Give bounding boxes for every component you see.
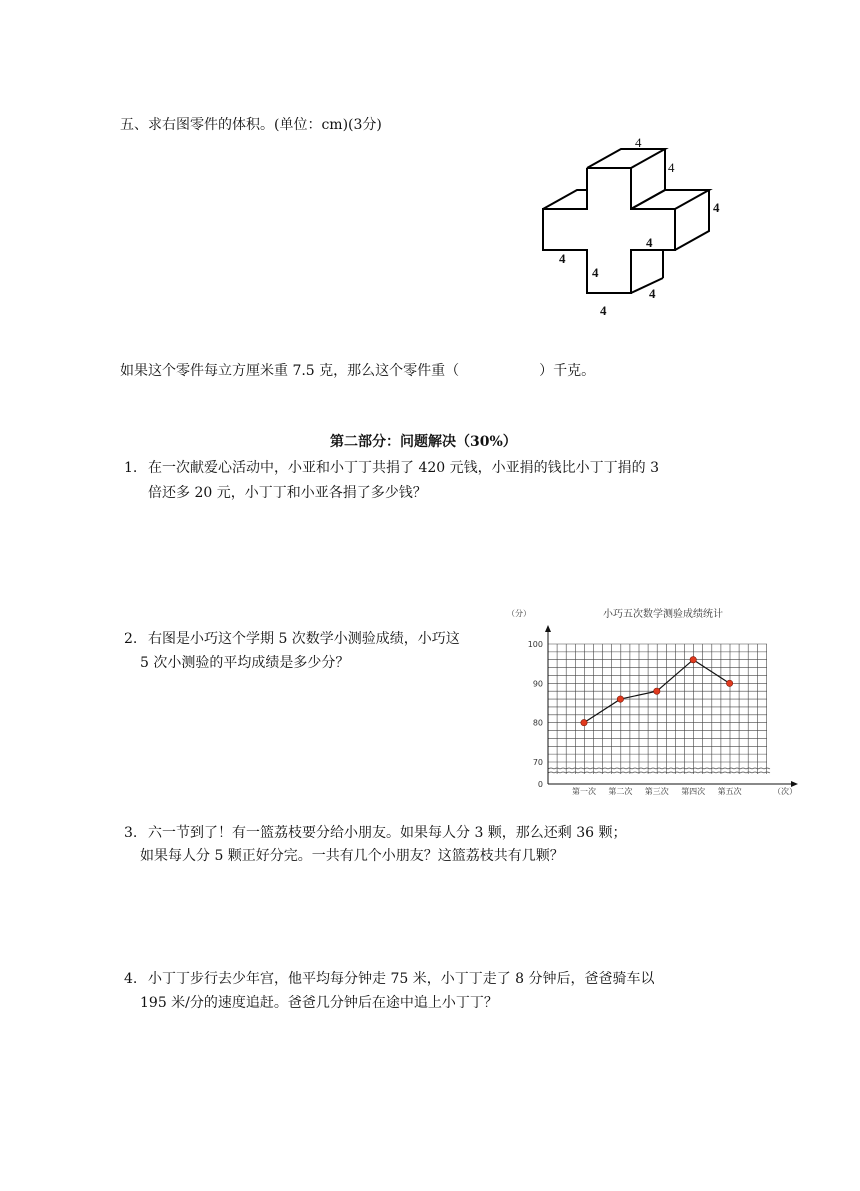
dim-label-left-arm: 4: [559, 251, 566, 266]
chart-x-tick-label: 第一次: [572, 787, 596, 796]
q2-number: 2.: [124, 631, 138, 647]
chart-axis-break: [548, 768, 770, 769]
chart-axis-break: [548, 772, 770, 773]
section5-question: 五、求右图零件的体积。(单位：cm)(3分): [120, 117, 382, 133]
chart-x-unit: （次）: [773, 787, 797, 796]
chart-y-unit: （分）: [507, 609, 531, 618]
q4-number: 4.: [124, 971, 138, 987]
q3-line2: 如果每人分 5 颗正好分完。一共有几个小朋友？这篮荔枝共有几颗？: [140, 848, 564, 864]
chart-x-tick-label: 第五次: [717, 787, 742, 796]
chart-y-tick-label: 70: [532, 758, 543, 767]
chart-data-point: [581, 719, 587, 725]
q3-number: 3.: [124, 825, 138, 841]
dim-label-top: 4: [635, 135, 642, 150]
q1-number: 1.: [124, 460, 138, 476]
chart-y-tick-label: 100: [527, 640, 543, 649]
chart-data-point: [654, 688, 660, 694]
dim-label-bottom-right: 4: [649, 286, 656, 301]
dim-label-bottom: 4: [600, 303, 607, 318]
q3-line1: 六一节到了！有一篮荔枝要分给小朋友。如果每人分 3 颗，那么还剩 36 颗；: [148, 825, 627, 841]
chart-data-point: [690, 657, 696, 663]
chart-data-point: [726, 680, 732, 686]
chart-y-axis-arrow: [545, 625, 551, 632]
weight-question: [120, 361, 595, 381]
weight-question-before: 如果这个零件每立方厘米重 7.5 克，那么这个零件重（: [120, 363, 460, 379]
dim-label-top-depth: 4: [668, 160, 675, 175]
dim-label-right: 4: [713, 200, 720, 215]
chart-y-tick-label: 90: [532, 679, 543, 689]
cross-part-figure: [520, 130, 740, 330]
score-line-chart: [505, 598, 805, 803]
chart-y-tick-label: 0: [537, 780, 543, 789]
chart-y-tick-label: 80: [532, 718, 543, 728]
part2-heading: 第二部分：问题解决（30%）: [330, 434, 517, 450]
dim-label-center: 4: [646, 235, 653, 250]
q1-line1: 在一次献爱心活动中，小亚和小丁丁共捐了 420 元钱，小亚捐的钱比小丁丁捐的 3: [148, 460, 659, 476]
chart-title: 小巧五次数学测验成绩统计: [603, 609, 723, 620]
chart-data-point: [617, 696, 623, 702]
q1-line2: 倍还多 20 元，小丁丁和小亚各捐了多少钱？: [148, 485, 427, 501]
q2-line2: 5 次小测验的平均成绩是多少分？: [140, 655, 350, 671]
dim-label-bottom-left: 4: [592, 265, 599, 280]
weight-question-after: ）千克。: [539, 363, 596, 379]
q4-line2: 195 米/分的速度追赶。爸爸几分钟后在途中追上小丁丁？: [140, 995, 498, 1011]
chart-x-tick-label: 第四次: [681, 787, 706, 796]
q2-line1: 右图是小巧这个学期 5 次数学小测验成绩，小巧这: [148, 631, 460, 647]
q4-line1: 小丁丁步行去少年宫，他平均每分钟走 75 米，小丁丁走了 8 分钟后，爸爸骑车以: [148, 971, 655, 987]
chart-x-tick-label: 第二次: [608, 787, 633, 796]
chart-x-tick-label: 第三次: [644, 787, 669, 796]
